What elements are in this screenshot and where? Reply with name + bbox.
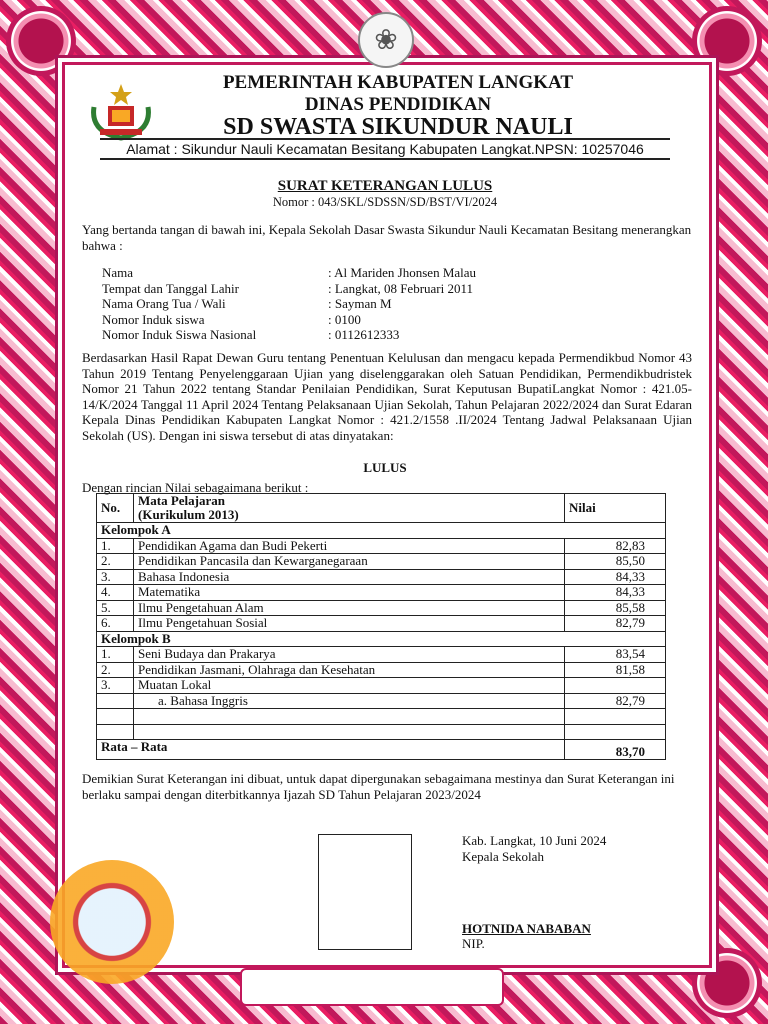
table-row-empty bbox=[97, 724, 666, 740]
identity-value: : Langkat, 08 Februari 2011 bbox=[328, 280, 474, 296]
cell-value: 84,33 bbox=[565, 585, 666, 601]
average-label: Rata – Rata bbox=[97, 740, 565, 760]
identity-value: : 0112612333 bbox=[328, 327, 400, 342]
table-row-empty bbox=[97, 709, 666, 725]
col-header-subject-line1: Mata Pelajaran bbox=[138, 493, 226, 508]
garuda-emblem-icon: ❀ bbox=[358, 12, 414, 68]
cell-no: 4. bbox=[97, 585, 134, 601]
header-government: PEMERINTAH KABUPATEN LANGKAT bbox=[222, 72, 574, 93]
col-header-no: No. bbox=[97, 494, 134, 523]
table-header-row bbox=[97, 494, 666, 523]
grades-intro: Dengan rincian Nilai sebagaimana berikut : bbox=[82, 480, 309, 495]
cell-value bbox=[565, 678, 666, 694]
table-row bbox=[97, 662, 666, 678]
signature-name: HOTNIDA NABABAN bbox=[462, 921, 591, 936]
cell-value: 81,58 bbox=[565, 662, 666, 678]
cell-value: 84,33 bbox=[565, 569, 666, 585]
group-row bbox=[97, 631, 666, 647]
identity-value: : 0100 bbox=[328, 311, 361, 327]
signature-nip: NIP. bbox=[462, 936, 485, 951]
identity-value: : Sayman M bbox=[328, 296, 392, 311]
group-row bbox=[97, 523, 666, 539]
cell-subject: Ilmu Pengetahuan Sosial bbox=[134, 616, 565, 632]
average-value: 83,70 bbox=[565, 740, 666, 760]
cell-subject: Ilmu Pengetahuan Alam bbox=[134, 600, 565, 616]
decision-paragraph: Berdasarkan Hasil Rapat Dewan Guru tentang Penentuan Kelulusan dan mengacu kepada Permendikbud Nomor 43 Tahun 2019 Tentang Penyelenggaraan Ujian yang diselenggarakan oleh Satuan Pendidikan, Permendikbudristek Nomor 21 Tahun 2022 tentang Standar Penilaian Pendidikan, Surat Keputusan BupatiLangkat Nomor : 421.05-14/K/2024 Tanggal 11 April 2024 Tentang Pelaksanaan Ujian Sekolah, Tahun Pelajaran 2022/2024 dan Surat Edaran Kepala Dinas Pendidikan Kabupaten Langkat Nomor : 421.2/1558 .II/2024 Tentang Jadwal Pelaksanaan Ujian Sekolah (US). Dengan ini siswa tersebut di atas dinyatakan: bbox=[82, 350, 692, 443]
identity-row bbox=[102, 296, 476, 312]
table-row bbox=[97, 616, 666, 632]
cell-no: 1. bbox=[97, 647, 134, 663]
document-number: Nomor : 043/SKL/SDSSN/SD/BST/VI/2024 bbox=[272, 195, 498, 209]
cell-no: 1. bbox=[97, 538, 134, 554]
identity-row bbox=[102, 327, 476, 343]
identity-label: Nama Orang Tua / Wali bbox=[102, 296, 226, 311]
cell-value bbox=[565, 709, 666, 725]
cell-no: 2. bbox=[97, 554, 134, 570]
school-seal-icon bbox=[50, 860, 174, 984]
cell-subject: Muatan Lokal bbox=[134, 678, 565, 694]
bottom-ornament-band bbox=[240, 968, 504, 1006]
group-a-label: Kelompok A bbox=[97, 523, 666, 539]
cell-no bbox=[97, 724, 134, 740]
table-row bbox=[97, 538, 666, 554]
table-row bbox=[97, 600, 666, 616]
signature-place-date: Kab. Langkat, 10 Juni 2024 bbox=[462, 833, 607, 848]
cell-value: 82,79 bbox=[565, 693, 666, 709]
cell-value: 85,50 bbox=[565, 554, 666, 570]
table-row bbox=[97, 554, 666, 570]
identity-value: : Al Mariden Jhonsen Malau bbox=[328, 265, 477, 280]
header-school-name: SD SWASTA SIKUNDUR NAULI bbox=[223, 114, 573, 140]
regency-logo-icon bbox=[86, 82, 156, 142]
cell-no: 2. bbox=[97, 662, 134, 678]
cell-no: 5. bbox=[97, 600, 134, 616]
cell-subject: Pendidikan Agama dan Budi Pekerti bbox=[134, 538, 565, 554]
cell-subject: Pendidikan Jasmani, Olahraga dan Kesehatan bbox=[134, 662, 565, 678]
table-row bbox=[97, 678, 666, 694]
closing-paragraph: Demikian Surat Keterangan ini dibuat, untuk dapat dipergunakan sebagaimana mestinya dan Surat Keterangan ini berlaku sampai dengan diterbitkannya Ijazah SD Tahun Pelajaran 2023/2024 bbox=[82, 771, 675, 802]
cell-no: 3. bbox=[97, 569, 134, 585]
identity-row bbox=[102, 312, 476, 328]
cell-subject: Pendidikan Pancasila dan Kewarganegaraan bbox=[134, 554, 565, 570]
col-header-subject-line2: (Kurikulum 2013) bbox=[138, 507, 239, 522]
col-header-subject bbox=[134, 494, 565, 523]
cell-value: 85,58 bbox=[565, 600, 666, 616]
cell-no: 3. bbox=[97, 678, 134, 694]
table-row bbox=[97, 585, 666, 601]
identity-row bbox=[102, 281, 476, 297]
cell-value bbox=[565, 724, 666, 740]
signature-role: Kepala Sekolah bbox=[462, 849, 544, 864]
header-department: DINAS PENDIDIKAN bbox=[304, 94, 492, 115]
document-title: SURAT KETERANGAN LULUS bbox=[277, 178, 493, 194]
identity-row bbox=[102, 265, 476, 281]
cell-subject: a. Bahasa Inggris bbox=[134, 693, 565, 709]
intro-paragraph: Yang bertanda tangan di bawah ini, Kepala Sekolah Dasar Swasta Sikundur Nauli Kecamatan Besitang menerangkan bahwa : bbox=[82, 222, 692, 253]
table-row bbox=[97, 693, 666, 709]
grades-table bbox=[96, 493, 666, 760]
average-row bbox=[97, 740, 666, 760]
cell-no: 6. bbox=[97, 616, 134, 632]
header-address: Alamat : Sikundur Nauli Kecamatan Besitang Kabupaten Langkat.NPSN: 10257046 bbox=[100, 138, 670, 160]
cell-subject bbox=[134, 709, 565, 725]
student-identity bbox=[102, 265, 476, 343]
result-status: LULUS bbox=[363, 460, 407, 475]
cell-no bbox=[97, 693, 134, 709]
cell-value: 82,83 bbox=[565, 538, 666, 554]
cell-subject bbox=[134, 724, 565, 740]
identity-label: Nama bbox=[102, 265, 134, 280]
cell-no bbox=[97, 709, 134, 725]
cell-subject: Matematika bbox=[134, 585, 565, 601]
col-header-value: Nilai bbox=[565, 494, 666, 523]
cell-value: 82,79 bbox=[565, 616, 666, 632]
group-b-label: Kelompok B bbox=[97, 631, 666, 647]
identity-label: Nomor Induk Siswa Nasional bbox=[102, 327, 257, 342]
cell-value: 83,54 bbox=[565, 647, 666, 663]
identity-label: Nomor Induk siswa bbox=[102, 311, 205, 327]
cell-subject: Seni Budaya dan Prakarya bbox=[134, 647, 565, 663]
photo-placeholder bbox=[318, 834, 412, 950]
identity-label: Tempat dan Tanggal Lahir bbox=[102, 280, 239, 296]
cell-subject: Bahasa Indonesia bbox=[134, 569, 565, 585]
table-row bbox=[97, 647, 666, 663]
table-row bbox=[97, 569, 666, 585]
